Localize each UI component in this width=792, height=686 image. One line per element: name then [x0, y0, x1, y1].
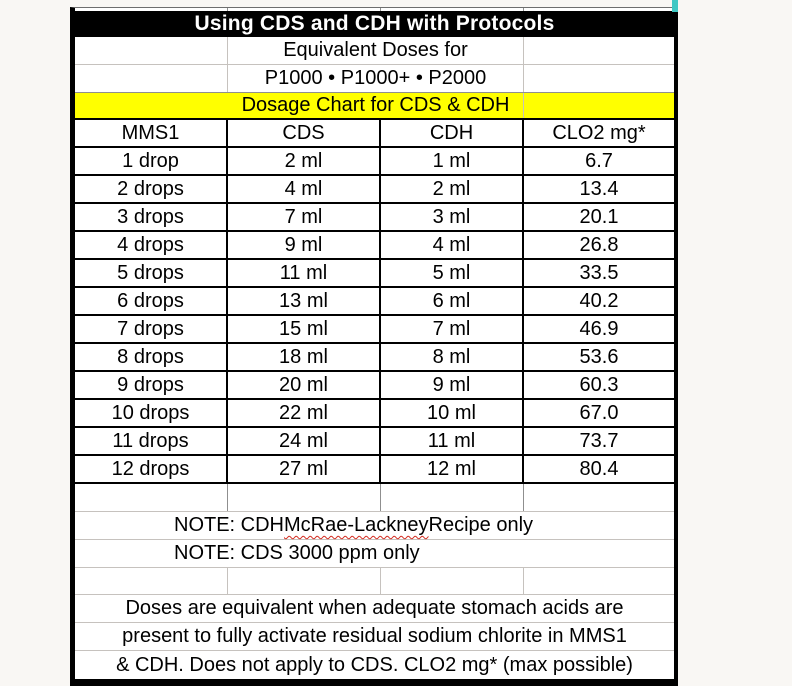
cell-cdh-ml: 12 ml	[381, 456, 524, 482]
table-row	[75, 400, 674, 428]
cell-mms1-drops: 11 drops	[75, 428, 228, 454]
cell-cds-ml: 11 ml	[228, 260, 381, 286]
grid-sliver-cell	[524, 8, 674, 11]
cell-mms1-drops: 4 drops	[75, 232, 228, 258]
empty-cell	[228, 484, 381, 511]
grid-sliver-cell	[75, 8, 228, 11]
table-row	[75, 316, 674, 344]
cell-mms1-drops: 2 drops	[75, 176, 228, 202]
subtitle-line-2: P1000 • P1000+ • P2000	[228, 65, 524, 92]
empty-cell	[381, 568, 524, 594]
spacer-row	[75, 568, 674, 595]
grid-sliver-row	[75, 8, 674, 11]
cell-cdh-ml: 1 ml	[381, 148, 524, 174]
column-header-mms1: MMS1	[75, 120, 228, 146]
table-row	[75, 232, 674, 260]
cell-cds-ml: 9 ml	[228, 232, 381, 258]
cell-mms1-drops: 8 drops	[75, 344, 228, 370]
cell-mms1-drops: 3 drops	[75, 204, 228, 230]
note1-prefix: NOTE: CDH	[174, 514, 284, 536]
grid-sliver-cell	[228, 8, 381, 11]
table-row	[75, 204, 674, 232]
table-row	[75, 372, 674, 400]
cell-mms1-drops: 6 drops	[75, 288, 228, 314]
empty-cell	[75, 568, 228, 594]
subtitle-row-1	[75, 37, 674, 65]
empty-cell	[75, 93, 228, 118]
cell-clo2-mg: 20.1	[579, 205, 619, 228]
empty-cell	[75, 484, 228, 511]
table-row	[75, 428, 674, 456]
cell-mms1-drops: 12 drops	[75, 456, 228, 482]
spacer-row	[75, 484, 674, 512]
table-row	[75, 176, 674, 204]
note1-misspelled-word: McRae-Lackney	[284, 514, 429, 536]
cell-clo2-mg: 13.4	[579, 177, 619, 200]
table-row	[75, 260, 674, 288]
column-header-clo2-mg: CLO2 mg*	[552, 121, 646, 144]
cell-clo2-mg: 6.7	[585, 149, 613, 172]
cell-clo2-mg: 67.0	[579, 401, 619, 424]
cell-mms1-drops: 9 drops	[75, 372, 228, 398]
empty-cell	[524, 37, 674, 64]
cell-cds-ml: 20 ml	[228, 372, 381, 398]
empty-cell	[75, 37, 228, 64]
cell-cdh-ml: 11 ml	[381, 428, 524, 454]
cell-cdh-ml: 8 ml	[381, 344, 524, 370]
cell-cds-ml: 24 ml	[228, 428, 381, 454]
cell-cds-ml: 22 ml	[228, 400, 381, 426]
note-row-1	[75, 512, 674, 540]
empty-cell	[524, 568, 674, 594]
dosage-table	[70, 7, 678, 686]
note2-text: NOTE: CDS 3000 ppm only	[174, 542, 420, 564]
cell-clo2-mg: 60.3	[579, 373, 619, 396]
cell-cdh-ml: 6 ml	[381, 288, 524, 314]
column-header-cds: CDS	[228, 120, 381, 146]
cell-mms1-drops: 5 drops	[75, 260, 228, 286]
table-title: Using CDS and CDH with Protocols	[194, 12, 555, 35]
cell-cds-ml: 15 ml	[228, 316, 381, 342]
cell-clo2-mg: 73.7	[579, 429, 619, 452]
note1-suffix: Recipe only	[428, 514, 534, 536]
cell-cds-ml: 2 ml	[228, 148, 381, 174]
column-header-cdh: CDH	[381, 120, 524, 146]
footer-line-2: present to fully activate residual sodium chlorite in MMS1	[75, 623, 674, 651]
cell-clo2-mg: 40.2	[579, 289, 619, 312]
table-row	[75, 288, 674, 316]
cell-cdh-ml: 9 ml	[381, 372, 524, 398]
grid-sliver-cell	[381, 8, 524, 11]
cell-clo2-mg: 80.4	[579, 457, 619, 480]
cell-clo2-mg: 53.6	[579, 345, 619, 368]
empty-cell	[381, 484, 524, 511]
cell-cds-ml: 13 ml	[228, 288, 381, 314]
footer-line-1: Doses are equivalent when adequate stomach acids are	[75, 595, 674, 623]
subtitle-row-2	[75, 65, 674, 93]
data-rows	[75, 148, 674, 484]
selection-handle	[672, 0, 678, 12]
table-title-bar	[75, 11, 674, 37]
cell-cds-ml: 7 ml	[228, 204, 381, 230]
empty-cell	[228, 568, 381, 594]
cell-mms1-drops: 10 drops	[75, 400, 228, 426]
footer-line-3: & CDH. Does not apply to CDS. CLO2 mg* (max possible)	[116, 653, 633, 676]
subtitle-line-1: Equivalent Doses for	[228, 37, 524, 64]
note-row-2	[75, 540, 674, 568]
table-row	[75, 456, 674, 484]
cell-cdh-ml: 2 ml	[381, 176, 524, 202]
table-row	[75, 344, 674, 372]
cell-cds-ml: 4 ml	[228, 176, 381, 202]
cell-clo2-mg: 33.5	[579, 261, 619, 284]
table-row	[75, 148, 674, 176]
cell-cds-ml: 18 ml	[228, 344, 381, 370]
cell-cds-ml: 27 ml	[228, 456, 381, 482]
cell-mms1-drops: 1 drop	[75, 148, 228, 174]
section-header-title: Dosage Chart for CDS & CDH	[228, 93, 524, 118]
cell-cdh-ml: 3 ml	[381, 204, 524, 230]
cell-cdh-ml: 7 ml	[381, 316, 524, 342]
column-header-row	[75, 120, 674, 148]
cell-clo2-mg: 46.9	[579, 317, 619, 340]
section-header-row	[75, 93, 674, 120]
empty-cell	[524, 484, 674, 511]
cell-clo2-mg: 26.8	[579, 233, 619, 256]
cell-cdh-ml: 5 ml	[381, 260, 524, 286]
cell-cdh-ml: 10 ml	[381, 400, 524, 426]
cell-mms1-drops: 7 drops	[75, 316, 228, 342]
cell-cdh-ml: 4 ml	[381, 232, 524, 258]
empty-cell	[75, 65, 228, 92]
empty-cell	[524, 93, 674, 118]
empty-cell	[524, 65, 674, 92]
